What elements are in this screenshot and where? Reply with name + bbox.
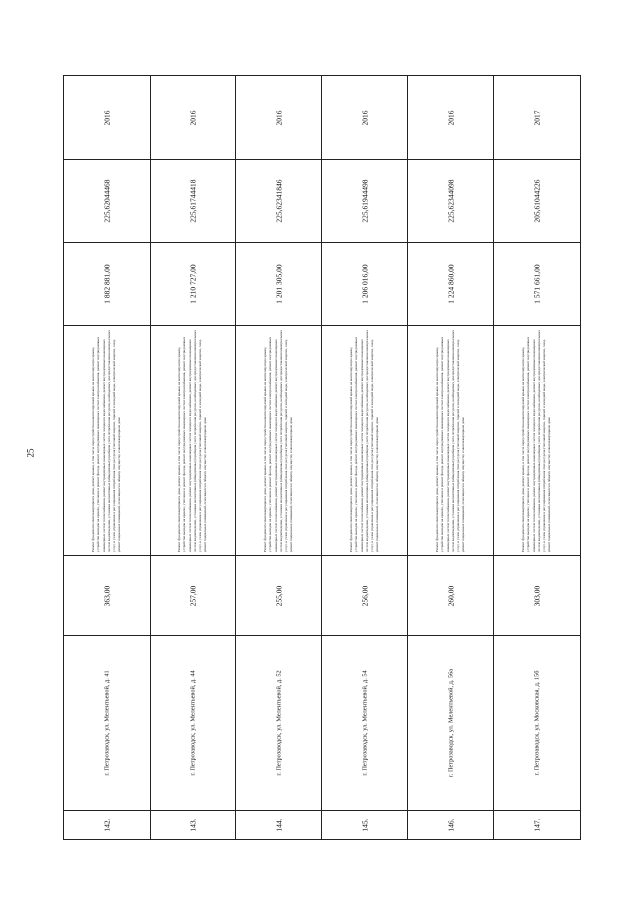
year-cell: 2016 xyxy=(322,76,407,160)
area-cell: 303,00 xyxy=(494,556,580,636)
row-number-cell: 145. xyxy=(360,818,369,832)
table-row xyxy=(64,76,151,839)
address-cell: г. Петрозаводск, ул. Московская, д. 15б xyxy=(494,636,580,811)
works-description-cell: Ремонт фундамента многоквартирного дома, ремонт крыши, в том числе переустройство невентилируемой крыши на вентилируемую крышу, устройство выходов на кровлю, утепление и ремонт фасада, ремонт внутридомовых инженерных систем электроснабжения, ремонт внутридомовых инженерных систем теплоснабжения, ремонт внутридомовых инженерных систем холодного водоснабжения, ремонт внутридомовых инженерных систем водоотведения, установка коллективных (общедомовых) приборов учета потребления ресурсов, необходимых для предоставления коммунальных услуг, и узлов управления и регулирования потребления этих ресурсов (тепловой энергии, горячей и холодной воды, электрической энергии, газа), ремонт подвальных помещений, относящихся к общему имуществу в многоквартирном доме xyxy=(322,326,407,556)
table-row xyxy=(236,76,322,839)
row-number-cell: 144. xyxy=(274,818,283,832)
area-cell: 257,00 xyxy=(151,556,235,636)
per-sqm-cell: 225,61744418 xyxy=(151,160,235,243)
area-cell: 260,00 xyxy=(408,556,493,636)
table-row xyxy=(151,76,236,839)
year-cell: 2016 xyxy=(64,76,150,160)
row-number-cell: 147. xyxy=(532,818,542,832)
area-cell: 256,00 xyxy=(322,556,407,636)
year-cell: 2016 xyxy=(236,76,321,160)
cost-cell: 1 224 860,00 xyxy=(408,243,493,326)
works-description-cell: Ремонт фундамента многоквартирного дома, ремонт крыши, в том числе переустройство невентилируемой крыши на вентилируемую крышу, устройство выходов на кровлю, утепление и ремонт фасада, ремонт внутридомовых инженерных систем электроснабжения, ремонт внутридомовых инженерных систем теплоснабжения, ремонт внутридомовых инженерных систем холодного водоснабжения, ремонт внутридомовых инженерных систем водоотведения, установка коллективных (общедомовых) приборов учета потребления ресурсов, необходимых для предоставления коммунальных услуг, и узлов управления и регулирования потребления этих ресурсов (тепловой энергии, горячей и холодной воды, электрической энергии, газа), ремонт подвальных помещений, относящихся к общему имуществу в многоквартирном доме xyxy=(151,326,235,556)
year-cell: 2016 xyxy=(408,76,493,160)
table-row xyxy=(408,76,494,839)
works-description-cell: Ремонт фундамента многоквартирного дома, ремонт крыши, в том числе переустройство невентилируемой крыши на вентилируемую крышу, устройство выходов на кровлю, утепление и ремонт фасада, ремонт внутридомовых инженерных систем электроснабжения, ремонт внутридомовых инженерных систем теплоснабжения, ремонт внутридомовых инженерных систем холодного водоснабжения, ремонт внутридомовых инженерных систем водоотведения, установка коллективных (общедомовых) приборов учета потребления ресурсов, необходимых для предоставления коммунальных услуг, и узлов управления и регулирования потребления этих ресурсов (тепловой энергии, горячей и холодной воды, электрической энергии, газа), ремонт подвальных помещений, относящихся к общему имуществу в многоквартирном доме xyxy=(408,326,493,556)
cost-cell: 1 201 305,00 xyxy=(236,243,321,326)
address-cell: г. Петрозаводск, ул. Мелентьевой, д. 41 xyxy=(64,636,150,811)
row-number-cell: 142. xyxy=(102,818,112,832)
per-sqm-cell: 225,62341846 xyxy=(236,160,321,243)
area-cell: 363,00 xyxy=(64,556,150,636)
row-number-cell: 143. xyxy=(188,818,198,832)
cost-cell: 1 571 661,00 xyxy=(494,243,580,326)
per-sqm-cell: 225,62044468 xyxy=(64,160,150,243)
area-cell: 255,00 xyxy=(236,556,321,636)
per-sqm-cell: 225,61944498 xyxy=(322,160,407,243)
address-cell: г. Петрозаводск, ул. Мелентьевой, д. 52 xyxy=(236,636,321,811)
works-description-cell: Ремонт фундамента многоквартирного дома, ремонт крыши, в том числе переустройство невентилируемой крыши на вентилируемую крышу, устройство выходов на кровлю, утепление и ремонт фасада, ремонт внутридомовых инженерных систем электроснабжения, ремонт внутридомовых инженерных систем теплоснабжения, ремонт внутридомовых инженерных систем холодного водоснабжения, ремонт внутридомовых инженерных систем водоотведения, установка коллективных (общедомовых) приборов учета потребления ресурсов, необходимых для предоставления коммунальных услуг, и узлов управления и регулирования потребления этих ресурсов (тепловой энергии, горячей и холодной воды, электрической энергии, газа), ремонт подвальных помещений, относящихся к общему имуществу в многоквартирном доме xyxy=(494,326,580,556)
year-cell: 2016 xyxy=(151,76,235,160)
per-sqm-cell: 205,61044226 xyxy=(494,160,580,243)
works-description-cell: Ремонт фундамента многоквартирного дома, ремонт крыши, в том числе переустройство невентилируемой крыши на вентилируемую крышу, устройство выходов на кровлю, утепление и ремонт фасада, ремонт внутридомовых инженерных систем электроснабжения, ремонт внутридомовых инженерных систем теплоснабжения, ремонт внутридомовых инженерных систем холодного водоснабжения, ремонт внутридомовых инженерных систем водоотведения, установка коллективных (общедомовых) приборов учета потребления ресурсов, необходимых для предоставления коммунальных услуг, и узлов управления и регулирования потребления этих ресурсов (тепловой энергии, горячей и холодной воды, электрической энергии, газа), ремонт подвальных помещений, относящихся к общему имуществу в многоквартирном доме xyxy=(236,326,321,556)
page-number: 25 xyxy=(25,448,36,458)
works-description-cell: Ремонт фундамента многоквартирного дома, ремонт крыши, в том числе переустройство невентилируемой крыши на вентилируемую крышу, устройство выходов на кровлю, утепление и ремонт фасада, ремонт внутридомовых инженерных систем электроснабжения, ремонт внутридомовых инженерных систем теплоснабжения, ремонт внутридомовых инженерных систем холодного водоснабжения, ремонт внутридомовых инженерных систем водоотведения, установка коллективных (общедомовых) приборов учета потребления ресурсов, необходимых для предоставления коммунальных услуг, и узлов управления и регулирования потребления этих ресурсов (тепловой энергии, горячей и холодной воды, электрической энергии, газа), ремонт подвальных помещений, относящихся к общему имуществу в многоквартирном доме xyxy=(64,326,150,556)
capital-repair-table xyxy=(63,75,581,840)
table-row xyxy=(322,76,408,839)
row-number-cell: 146. xyxy=(446,818,455,832)
year-cell: 2017 xyxy=(494,76,580,160)
per-sqm-cell: 225,62344098 xyxy=(408,160,493,243)
cost-cell: 1 882 881,00 xyxy=(64,243,150,326)
cost-cell: 1 206 016,00 xyxy=(322,243,407,326)
table-row xyxy=(494,76,580,839)
cost-cell: 1 210 727,00 xyxy=(151,243,235,326)
address-cell: г. Петрозаводск, ул. Мелентьевой, д. 44 xyxy=(151,636,235,811)
address-cell: г. Петрозаводск, ул. Мелентьевой, д. 54 xyxy=(322,636,407,811)
address-cell: г. Петрозаводск, ул. Мелентьевой, д. 56а xyxy=(408,636,493,811)
